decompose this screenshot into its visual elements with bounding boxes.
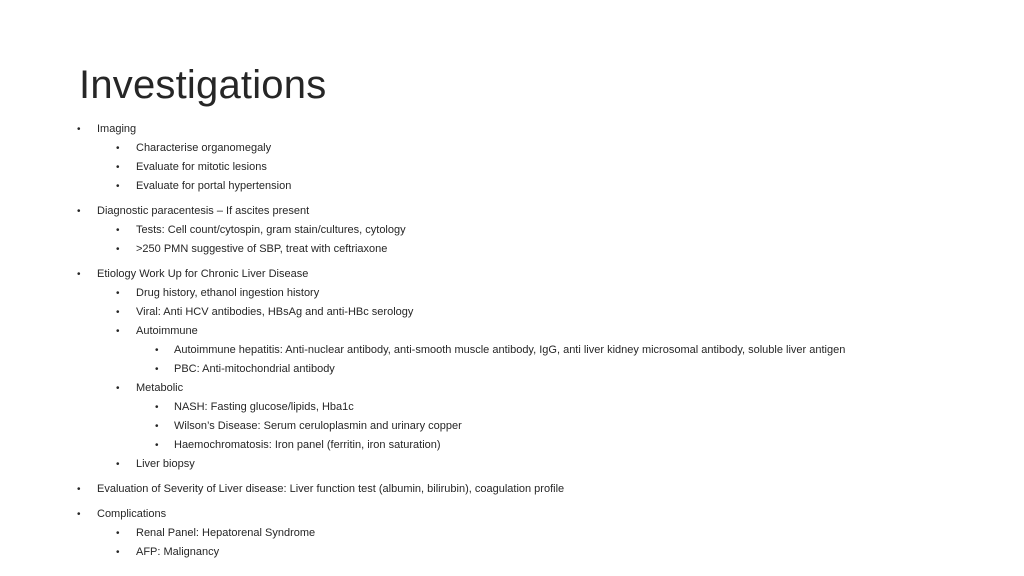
list-item-text: Renal Panel: Hepatorenal Syndrome	[136, 527, 316, 539]
list-item-level-1	[0, 480, 1024, 499]
bullet-icon: •	[77, 124, 81, 135]
bullet-icon: •	[155, 421, 159, 432]
list-item-level-2	[0, 240, 1024, 259]
list-item-level-3	[0, 398, 1024, 417]
list-item-text: Liver biopsy	[136, 458, 195, 470]
bullet-icon: •	[116, 244, 120, 255]
list-item-level-3	[0, 417, 1024, 436]
list-item-level-2	[0, 524, 1024, 543]
bullet-list	[0, 120, 1024, 562]
list-item-text: Tests: Cell count/cytospin, gram stain/cultures, cytology	[136, 224, 406, 236]
list-item-level-1	[0, 202, 1024, 221]
bullet-icon: •	[155, 402, 159, 413]
list-item-text: Wilson’s Disease: Serum ceruloplasmin and urinary copper	[174, 420, 462, 432]
list-item-level-1	[0, 265, 1024, 284]
bullet-icon: •	[116, 143, 120, 154]
list-item-level-1	[0, 120, 1024, 139]
list-item-text: Evaluate for portal hypertension	[136, 180, 292, 192]
list-item-level-1	[0, 505, 1024, 524]
list-item-text: Autoimmune hepatitis: Anti-nuclear antibody, anti-smooth muscle antibody, IgG, anti liver kidney microsomal antibody, soluble liver antigen	[174, 344, 846, 356]
bullet-icon: •	[116, 288, 120, 299]
bullet-icon: •	[77, 206, 81, 217]
list-item-level-2	[0, 158, 1024, 177]
list-item-text: Characterise organomegaly	[136, 142, 272, 154]
list-item-text: >250 PMN suggestive of SBP, treat with ceftriaxone	[136, 243, 388, 255]
list-item-text: NASH: Fasting glucose/lipids, Hba1c	[174, 401, 354, 413]
list-item-level-2	[0, 455, 1024, 474]
list-item-text: Autoimmune	[136, 325, 198, 337]
list-item-text: AFP: Malignancy	[136, 546, 220, 558]
list-item-level-2	[0, 303, 1024, 322]
bullet-icon: •	[116, 459, 120, 470]
bullet-icon: •	[77, 484, 81, 495]
list-item-text: Complications	[97, 508, 167, 520]
bullet-icon: •	[155, 345, 159, 356]
bullet-icon: •	[116, 181, 120, 192]
list-item-level-2	[0, 221, 1024, 240]
slide-title: Investigations	[79, 63, 327, 107]
bullet-icon: •	[116, 225, 120, 236]
list-item-text: Drug history, ethanol ingestion history	[136, 287, 320, 299]
list-item-level-2	[0, 139, 1024, 158]
list-item-text: Metabolic	[136, 382, 184, 394]
bullet-icon: •	[116, 547, 120, 558]
bullet-icon: •	[116, 307, 120, 318]
bullet-icon: •	[77, 269, 81, 280]
list-item-text: Imaging	[97, 123, 137, 135]
list-item-level-2	[0, 177, 1024, 196]
list-item-level-3	[0, 360, 1024, 379]
list-item-text: PBC: Anti-mitochondrial antibody	[174, 363, 335, 375]
list-item-level-2	[0, 322, 1024, 341]
bullet-icon: •	[155, 440, 159, 451]
list-item-level-3	[0, 436, 1024, 455]
list-item-text: Haemochromatosis: Iron panel (ferritin, iron saturation)	[174, 439, 441, 451]
bullet-icon: •	[116, 162, 120, 173]
list-item-level-2	[0, 379, 1024, 398]
bullet-icon: •	[116, 383, 120, 394]
list-item-text: Evaluation of Severity of Liver disease: Liver function test (albumin, bilirubin), coagulation profile	[97, 483, 565, 495]
bullet-icon: •	[116, 528, 120, 539]
list-item-text: Evaluate for mitotic lesions	[136, 161, 267, 173]
bullet-icon: •	[77, 509, 81, 520]
bullet-icon: •	[116, 326, 120, 337]
list-item-text: Etiology Work Up for Chronic Liver Disease	[97, 268, 309, 280]
list-item-text: Diagnostic paracentesis – If ascites present	[97, 205, 310, 217]
bullet-icon: •	[155, 364, 159, 375]
list-item-level-2	[0, 284, 1024, 303]
list-item-level-2	[0, 543, 1024, 562]
list-item-level-3	[0, 341, 1024, 360]
list-item-text: Viral: Anti HCV antibodies, HBsAg and anti-HBc serology	[136, 306, 414, 318]
